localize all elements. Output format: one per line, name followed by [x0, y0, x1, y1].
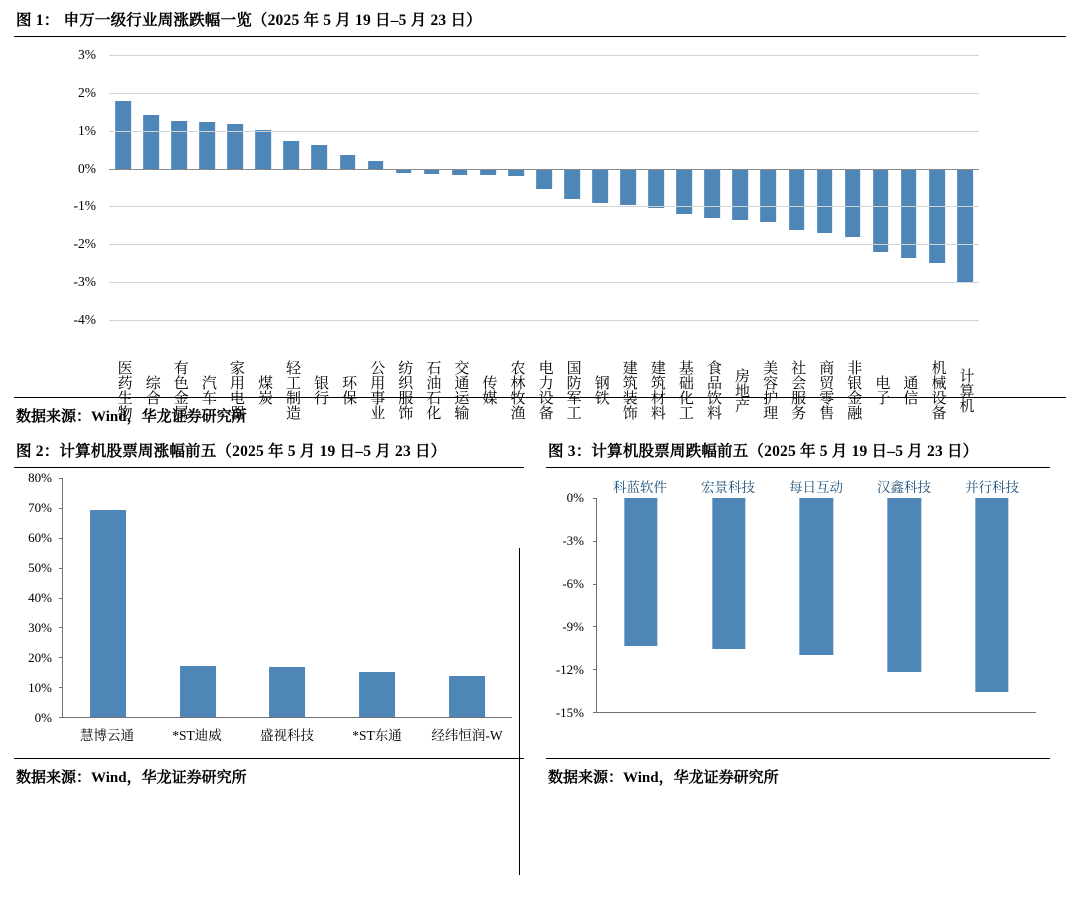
bar	[929, 169, 945, 264]
chart1-category-label: 传媒	[480, 375, 497, 405]
chart2-y-tick: 80%	[28, 470, 52, 485]
bar	[888, 498, 921, 672]
chart2-tick-mark	[59, 687, 63, 688]
table-row	[586, 55, 614, 320]
chart1-zero-line	[109, 169, 979, 170]
chart1-category-label: 家用电器	[227, 360, 244, 420]
table-row	[698, 55, 726, 320]
chart-top-gainers	[14, 468, 524, 758]
table-row	[249, 55, 277, 320]
chart1-category-label: 公用事业	[368, 360, 385, 420]
chart1-gridline	[109, 206, 979, 207]
table-row	[951, 55, 979, 320]
bar	[761, 169, 777, 222]
chart2-y-tick: 30%	[28, 620, 52, 635]
chart2-tick-mark	[59, 568, 63, 569]
table-row	[811, 55, 839, 320]
chart1-category-label: 纺织服饰	[396, 360, 413, 420]
table-row	[109, 55, 137, 320]
chart2-category-label: *ST迪威	[172, 728, 222, 743]
chart1-category-label: 环保	[340, 375, 357, 405]
chart1-category-label: 计算机	[957, 367, 974, 413]
chart2-y-axis	[14, 470, 60, 725]
bottom-figures	[14, 431, 1066, 792]
table-row	[948, 498, 1036, 712]
chart3-category-label: 宏景科技	[701, 480, 755, 495]
chart1-category-label: 基础化工	[676, 360, 693, 420]
bar	[620, 169, 636, 205]
chart1-y-tick: 3%	[78, 47, 96, 62]
chart1-category-label: 汽车	[199, 375, 216, 405]
bar	[733, 169, 749, 220]
chart2-category-label: *ST东通	[352, 728, 402, 743]
table-row	[867, 55, 895, 320]
chart1-category-label: 石油石化	[424, 360, 441, 420]
chart3-tick-mark	[593, 584, 597, 585]
fig2-caption: 图 2：计算机股票周涨幅前五（2025 年 5 月 19 日–5 月 23 日）	[16, 443, 447, 460]
chart1-category-label: 通信	[901, 375, 918, 405]
table-row	[137, 55, 165, 320]
chart1-category-label: 非银金融	[845, 360, 862, 420]
fig2-source: 数据来源：Wind，华龙证券研究所	[16, 770, 247, 786]
bar	[115, 101, 131, 168]
chart1-gridline	[109, 55, 979, 56]
chart1-gridline	[109, 131, 979, 132]
table-row	[597, 498, 685, 712]
chart3-tick-mark	[593, 669, 597, 670]
chart1-gridline	[109, 244, 979, 245]
chart3-tick-mark	[593, 498, 597, 499]
table-row	[754, 55, 782, 320]
chart3-y-axis	[546, 490, 592, 720]
bar	[255, 130, 271, 169]
chart1-y-tick: -1%	[73, 198, 96, 214]
chart2-tick-mark	[59, 508, 63, 509]
chart3-y-tick: -12%	[555, 662, 584, 677]
table-row	[839, 55, 867, 320]
table-row	[614, 55, 642, 320]
bar	[704, 169, 720, 218]
bar	[564, 169, 580, 199]
bar	[480, 169, 496, 176]
chart2-y-tick: 50%	[28, 560, 52, 575]
chart1-category-label: 建筑装饰	[620, 360, 637, 420]
table-row	[422, 478, 512, 717]
bar	[957, 169, 973, 283]
chart1-category-label: 美容护理	[761, 360, 778, 420]
chart2-tick-mark	[59, 538, 63, 539]
chart2-tick-mark	[59, 717, 63, 718]
bar	[845, 169, 861, 238]
chart3-category-label: 每日互动	[789, 480, 843, 495]
chart1-category-label: 机械设备	[929, 360, 946, 420]
table-row	[670, 55, 698, 320]
table-row	[530, 55, 558, 320]
chart3-x-labels	[596, 476, 1036, 496]
chart3-category-label: 科蓝软件	[613, 480, 667, 495]
chart1-y-tick: -4%	[73, 312, 96, 327]
chart1-category-label: 建筑材料	[648, 360, 665, 420]
chart1-category-label: 社会服务	[789, 360, 806, 420]
chart1-category-label: 综合	[143, 375, 160, 405]
chart1-category-label: 商贸零售	[817, 360, 834, 420]
table-row	[502, 55, 530, 320]
table-row	[153, 478, 243, 717]
chart1-y-tick: -2%	[73, 236, 96, 252]
table-row	[332, 478, 422, 717]
chart2-y-tick: 0%	[34, 710, 52, 725]
bar	[508, 169, 524, 177]
bar	[648, 169, 664, 209]
table-row	[277, 55, 305, 320]
chart1-y-tick: 1%	[78, 122, 96, 138]
chart2-x-labels	[62, 724, 512, 744]
chart1-category-label: 银行	[312, 375, 329, 405]
chart1-category-label: 有色金属	[171, 360, 188, 420]
chart1-category-label: 交通运输	[452, 360, 469, 420]
table-row	[895, 55, 923, 320]
chart1-category-label: 电力设备	[536, 360, 553, 420]
table-row	[362, 55, 390, 320]
bar	[171, 121, 187, 169]
chart2-plot-area	[62, 478, 512, 718]
chart3-tick-mark	[593, 626, 597, 627]
chart1-gridline	[109, 320, 979, 321]
table-row	[193, 55, 221, 320]
chart2-y-tick: 70%	[28, 500, 52, 515]
chart2-tick-mark	[59, 598, 63, 599]
chart3-category-label: 汉鑫科技	[877, 480, 931, 495]
chart1-category-label: 国防军工	[564, 360, 581, 420]
table-row	[773, 498, 861, 712]
chart2-category-label: 慧博云通	[80, 728, 134, 743]
chart1-category-label: 钢铁	[592, 375, 609, 405]
chart2-y-tick: 10%	[28, 680, 52, 695]
bar	[873, 169, 889, 252]
bar	[368, 161, 384, 168]
table-row	[642, 55, 670, 320]
table-row	[783, 55, 811, 320]
chart1-y-tick: 2%	[78, 84, 96, 100]
bar	[789, 169, 805, 230]
bar	[800, 498, 833, 655]
bar	[975, 498, 1008, 692]
chart3-tick-mark	[593, 712, 597, 713]
chart1-category-label: 煤炭	[255, 375, 272, 405]
chart2-tick-mark	[59, 478, 63, 479]
bar	[90, 510, 126, 717]
chart2-tick-mark	[59, 627, 63, 628]
bar	[712, 498, 745, 649]
table-row	[221, 55, 249, 320]
chart1-y-axis	[14, 47, 104, 327]
chart1-category-label: 轻工制造	[284, 360, 301, 420]
chart-top-losers	[546, 468, 1050, 758]
chart3-plot-area	[596, 498, 1036, 713]
fig3-caption: 图 3：计算机股票周跌幅前五（2025 年 5 月 19 日–5 月 23 日）	[548, 443, 979, 460]
table-row	[418, 55, 446, 320]
table-row	[390, 55, 418, 320]
chart3-y-tick: 0%	[566, 490, 584, 505]
column-divider	[519, 548, 520, 875]
fig1-caption: 图 1： 申万一级行业周涨跌幅一览（2025 年 5 月 19 日–5 月 23 日）	[16, 12, 482, 29]
chart3-y-tick: -3%	[562, 533, 584, 548]
bar	[624, 498, 657, 646]
fig1-source: 数据来源：Wind，华龙证券研究所	[16, 409, 247, 425]
fig3-source: 数据来源：Wind，华龙证券研究所	[548, 770, 779, 786]
chart1-gridline	[109, 93, 979, 94]
bar	[199, 122, 215, 169]
chart3-y-tick: -15%	[555, 705, 584, 720]
chart2-category-label: 盛视科技	[260, 728, 314, 743]
chart1-category-label: 房地产	[733, 367, 750, 413]
table-row	[334, 55, 362, 320]
table-row	[726, 55, 754, 320]
bar	[270, 667, 306, 717]
chart2-y-tick: 60%	[28, 530, 52, 545]
chart2-y-tick: 20%	[28, 650, 52, 665]
chart3-y-tick: -9%	[562, 619, 584, 634]
bar	[180, 666, 216, 717]
table-row	[165, 55, 193, 320]
bar	[817, 169, 833, 233]
chart1-category-label: 电子	[873, 375, 890, 405]
chart3-tick-mark	[593, 541, 597, 542]
bar	[340, 155, 356, 169]
chart1-category-label: 医药生物	[115, 360, 132, 420]
bar	[143, 115, 159, 168]
bar	[359, 672, 395, 717]
fig2-column	[14, 431, 532, 792]
chart1-y-tick: 0%	[78, 160, 96, 176]
table-row	[446, 55, 474, 320]
chart3-y-tick: -6%	[562, 576, 584, 591]
table-row	[558, 55, 586, 320]
table-row	[63, 478, 153, 717]
chart3-category-label: 并行科技	[965, 480, 1019, 495]
chart1-gridline	[109, 282, 979, 283]
bar	[536, 169, 552, 190]
table-row	[860, 498, 948, 712]
table-row	[474, 55, 502, 320]
bar	[312, 145, 328, 168]
table-row	[243, 478, 333, 717]
fig3-column	[532, 431, 1050, 792]
table-row	[685, 498, 773, 712]
chart1-category-label: 食品饮料	[704, 360, 721, 420]
chart1-plot-area	[109, 55, 979, 320]
bar	[592, 169, 608, 204]
chart2-category-label: 经纬恒润-W	[431, 728, 503, 743]
bar	[284, 141, 300, 169]
chart1-category-label: 农林牧渔	[508, 360, 525, 420]
chart2-y-tick: 40%	[28, 590, 52, 605]
table-row	[923, 55, 951, 320]
bar	[449, 676, 485, 717]
chart1-y-tick: -3%	[73, 274, 96, 290]
table-row	[305, 55, 333, 320]
chart2-tick-mark	[59, 657, 63, 658]
